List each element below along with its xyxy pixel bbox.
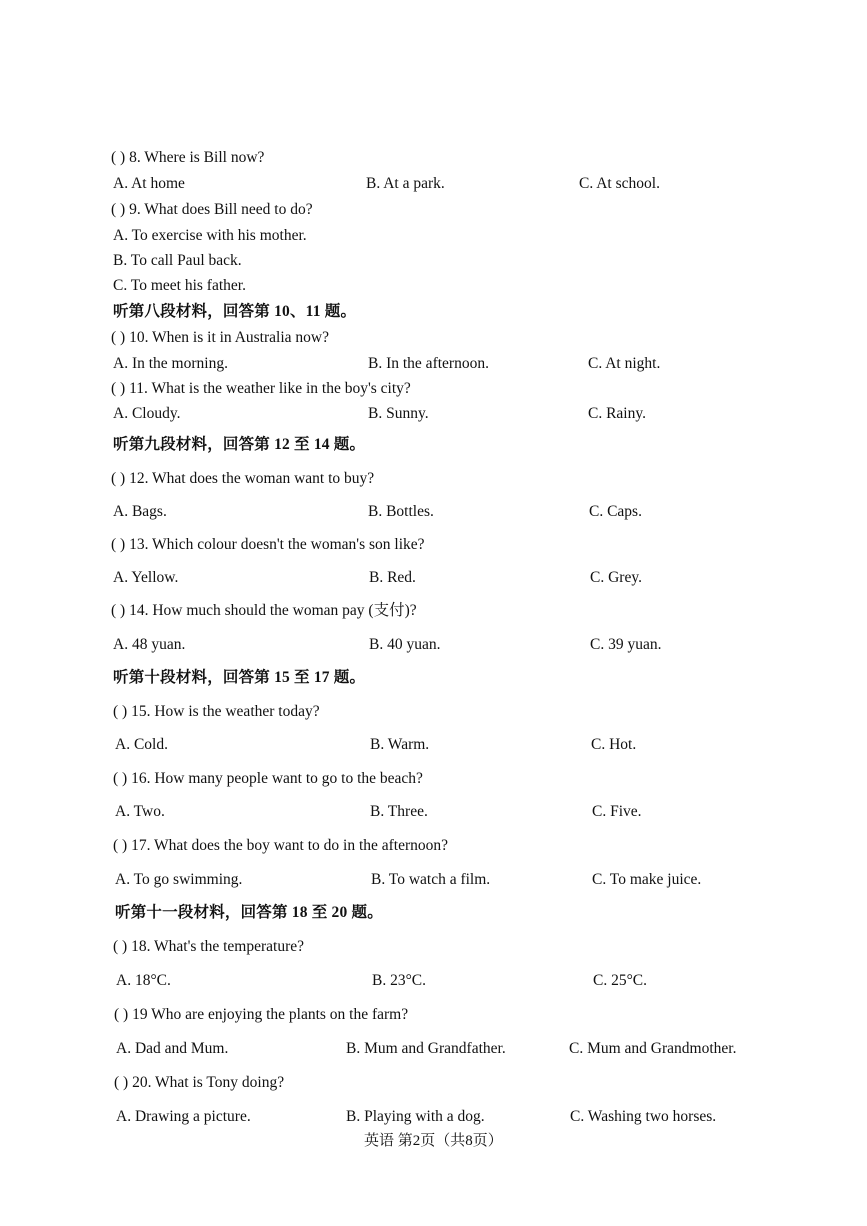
question-text: ( ) 13. Which colour doesn't the woman's son like? xyxy=(111,536,425,553)
options-12 xyxy=(0,499,867,525)
options-19 xyxy=(0,1036,867,1062)
section-heading-8 xyxy=(0,299,867,325)
option-c: C. Hot. xyxy=(591,736,637,753)
section-heading-9 xyxy=(0,432,867,458)
question-text: ( ) 8. Where is Bill now? xyxy=(111,149,265,166)
option-c: C. Washing two horses. xyxy=(570,1108,717,1125)
option-c: C. At school. xyxy=(579,175,660,192)
page-number: 英语 第2页（共8页） xyxy=(364,1133,503,1149)
option-b: B. Three. xyxy=(370,803,428,820)
option-a: A. To go swimming. xyxy=(115,871,243,888)
section-heading-10 xyxy=(0,665,867,691)
question-12 xyxy=(0,466,867,492)
question-text: ( ) 17. What does the boy want to do in the afternoon? xyxy=(113,837,449,854)
question-10 xyxy=(0,325,867,351)
question-text: ( ) 20. What is Tony doing? xyxy=(114,1074,285,1091)
question-text: ( ) 15. How is the weather today? xyxy=(113,703,320,720)
option-b: B. Bottles. xyxy=(368,503,434,520)
option-a: A. To exercise with his mother. xyxy=(113,227,307,244)
question-text: ( ) 10. When is it in Australia now? xyxy=(111,329,329,346)
question-text: ( ) 14. How much should the woman pay (支付)? xyxy=(111,602,417,619)
question-text: ( ) 19 Who are enjoying the plants on the farm? xyxy=(114,1006,409,1023)
question-text: ( ) 12. What does the woman want to buy? xyxy=(111,470,375,487)
option-b: B. Warm. xyxy=(370,736,430,753)
option-c: C. 25°C. xyxy=(593,972,648,989)
options-13 xyxy=(0,565,867,591)
options-11 xyxy=(0,401,867,427)
option-c: C. Five. xyxy=(592,803,642,820)
question-13 xyxy=(0,532,867,558)
option-b: B. 40 yuan. xyxy=(369,636,441,653)
option-c: C. 39 yuan. xyxy=(590,636,662,653)
option-a: A. Drawing a picture. xyxy=(116,1108,251,1125)
option-c: C. Grey. xyxy=(590,569,642,586)
question-11 xyxy=(0,376,867,402)
option-b: B. At a park. xyxy=(366,175,445,192)
question-19 xyxy=(0,1002,867,1028)
options-14 xyxy=(0,632,867,658)
option-9-b xyxy=(0,248,867,274)
section-heading: 听第九段材料，回答第 12 至 14 题。 xyxy=(113,436,366,453)
options-17 xyxy=(0,867,867,893)
question-14 xyxy=(0,598,867,624)
question-17 xyxy=(0,833,867,859)
option-a: A. Bags. xyxy=(113,503,167,520)
option-a: A. In the morning. xyxy=(113,355,228,372)
option-a: A. 18°C. xyxy=(116,972,171,989)
option-c: C. To make juice. xyxy=(592,871,702,888)
option-c: C. Rainy. xyxy=(588,405,646,422)
question-15 xyxy=(0,699,867,725)
option-a: A. Cold. xyxy=(115,736,168,753)
option-b: B. Red. xyxy=(369,569,416,586)
option-c: C. Mum and Grandmother. xyxy=(569,1040,737,1057)
option-b: B. Sunny. xyxy=(368,405,429,422)
question-text: ( ) 9. What does Bill need to do? xyxy=(111,201,313,218)
option-a: A. Dad and Mum. xyxy=(116,1040,229,1057)
option-9-c xyxy=(0,273,867,299)
option-b: B. 23°C. xyxy=(372,972,427,989)
options-15 xyxy=(0,732,867,758)
question-text: ( ) 18. What's the temperature? xyxy=(113,938,305,955)
options-10 xyxy=(0,351,867,377)
question-20 xyxy=(0,1070,867,1096)
option-c: C. At night. xyxy=(588,355,661,372)
option-c: C. To meet his father. xyxy=(113,277,246,294)
option-b: B. Playing with a dog. xyxy=(346,1108,485,1125)
options-20 xyxy=(0,1104,867,1130)
question-text: ( ) 16. How many people want to go to the beach? xyxy=(113,770,423,787)
option-b: B. To call Paul back. xyxy=(113,252,242,269)
option-a: A. Yellow. xyxy=(113,569,179,586)
options-8 xyxy=(0,171,867,197)
section-heading: 听第十一段材料，回答第 18 至 20 题。 xyxy=(115,904,383,921)
option-b: B. To watch a film. xyxy=(371,871,491,888)
section-heading-11 xyxy=(0,900,867,926)
option-9-a xyxy=(0,223,867,249)
question-text: ( ) 11. What is the weather like in the boy's city? xyxy=(111,380,411,397)
option-b: B. Mum and Grandfather. xyxy=(346,1040,506,1057)
question-18 xyxy=(0,934,867,960)
option-a: A. At home xyxy=(113,175,185,192)
question-9 xyxy=(0,197,867,223)
options-18 xyxy=(0,968,867,994)
option-a: A. 48 yuan. xyxy=(113,636,186,653)
question-16 xyxy=(0,766,867,792)
question-8 xyxy=(0,145,867,171)
options-16 xyxy=(0,799,867,825)
option-c: C. Caps. xyxy=(589,503,642,520)
option-a: A. Cloudy. xyxy=(113,405,181,422)
option-b: B. In the afternoon. xyxy=(368,355,489,372)
page-footer xyxy=(0,1128,867,1154)
section-heading: 听第十段材料，回答第 15 至 17 题。 xyxy=(113,669,366,686)
option-a: A. Two. xyxy=(115,803,165,820)
section-heading: 听第八段材料，回答第 10、11 题。 xyxy=(113,303,357,320)
